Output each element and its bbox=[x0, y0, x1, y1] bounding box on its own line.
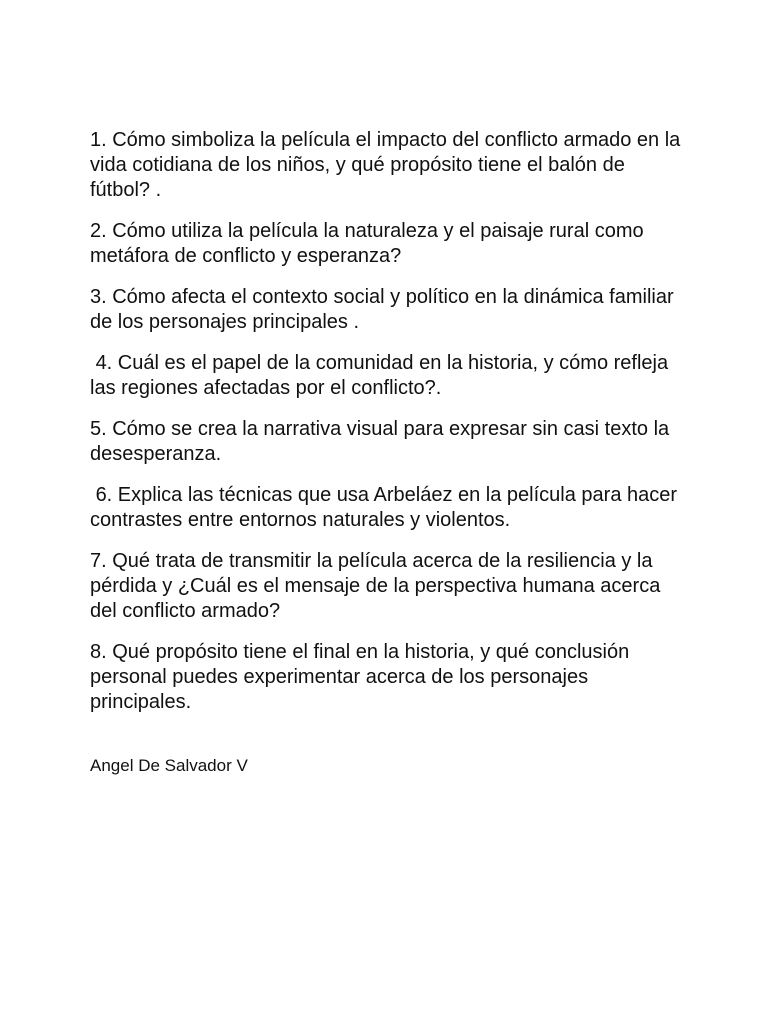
question-6: 6. Explica las técnicas que usa Arbeláez en la película para hacer contrastes entre entornos naturales y violentos. bbox=[90, 484, 683, 531]
question-5: 5. Cómo se crea la narrativa visual para expresar sin casi texto la desesperanza. bbox=[90, 418, 675, 465]
document-page bbox=[90, 128, 690, 777]
question-7: 7. Qué trata de transmitir la película acerca de la resiliencia y la pérdida y ¿Cuál es el mensaje de la perspectiva humana acerca del conflicto armado? bbox=[90, 550, 666, 622]
question-1: 1. Cómo simboliza la película el impacto del conflicto armado en la vida cotidiana de los niños, y qué propósito tiene el balón de fútbol? . bbox=[90, 129, 686, 201]
question-2: 2. Cómo utiliza la película la naturaleza y el paisaje rural como metáfora de conflicto y esperanza? bbox=[90, 220, 650, 267]
question-4: 4. Cuál es el papel de la comunidad en la historia, y cómo refleja las regiones afectadas por el conflicto?. bbox=[90, 352, 674, 399]
author-signature: Angel De Salvador V bbox=[90, 756, 248, 775]
question-8: 8. Qué propósito tiene el final en la historia, y qué conclusión personal puedes experimentar acerca de los personajes principales. bbox=[90, 641, 635, 713]
question-3: 3. Cómo afecta el contexto social y político en la dinámica familiar de los personajes principales . bbox=[90, 286, 680, 333]
